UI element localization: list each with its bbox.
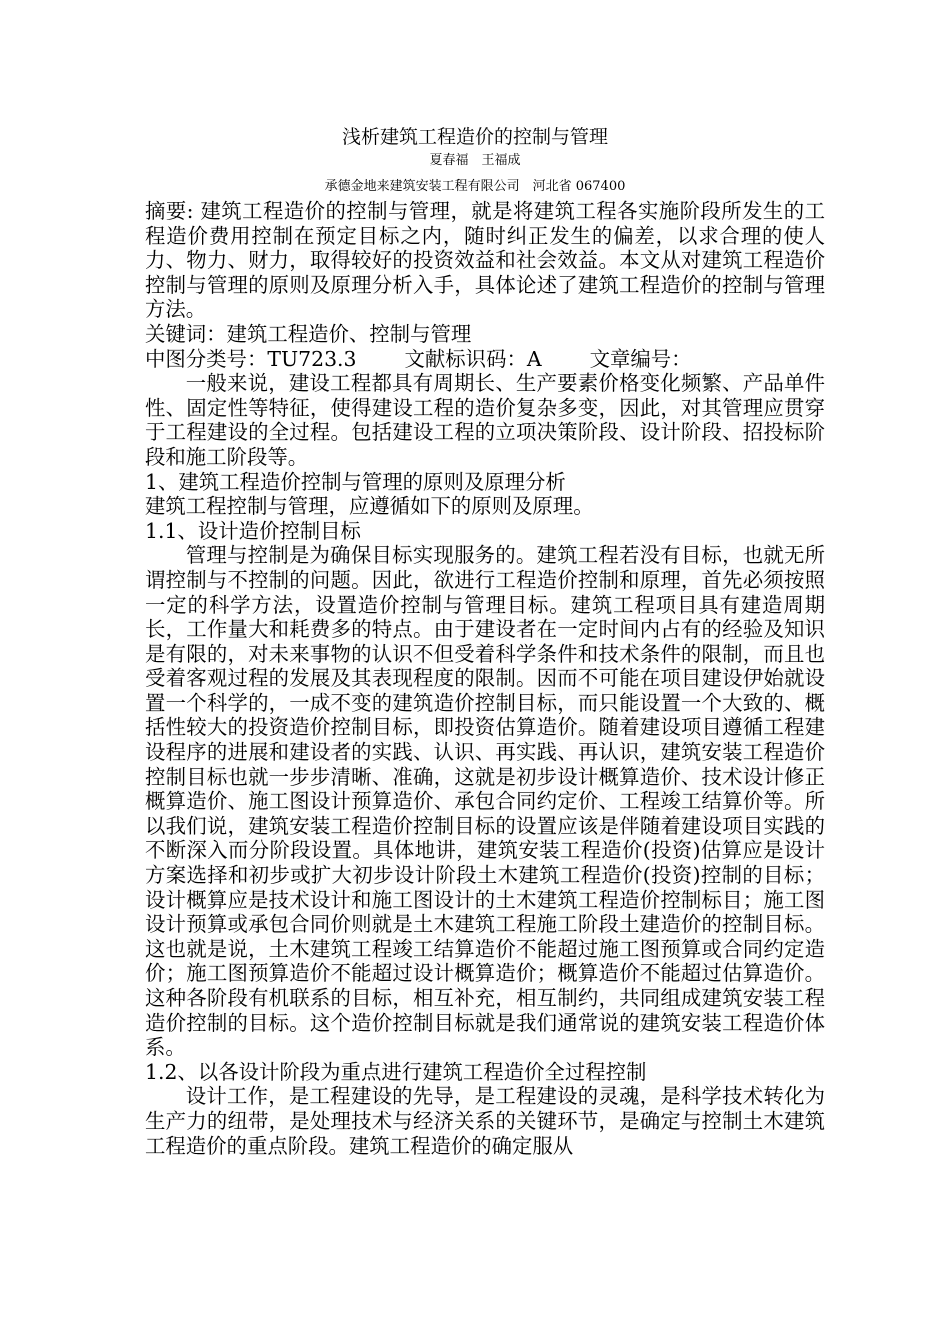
article-body bbox=[145, 199, 825, 1158]
section-1-2-paragraph: 设计工作，是工程建设的先导，是工程建设的灵魂，是科学技术转化为生产力的纽带，是处理技术与经济关系的关键环节，是确定与控制土木建筑工程造价的重点阶段。建筑工程造价的确定服从 bbox=[145, 1084, 825, 1158]
section-1-lead: 建筑工程控制与管理，应遵循如下的原则及原理。 bbox=[145, 494, 594, 519]
article-number: 文章编号： bbox=[589, 346, 692, 371]
paper-title: 浅析建筑工程造价的控制与管理 bbox=[341, 126, 608, 148]
clc-number: 中图分类号：TU723.3 bbox=[145, 346, 357, 371]
section-1-1-paragraph: 管理与控制是为确保目标实现服务的。建筑工程若没有目标，也就无所谓控制与不控制的问题。因此，欲进行工程造价控制和原理，首先必须按照一定的科学方法，设置造价控制与管理目标。建筑工程项目具有建造周期长，工作量大和耗费多的特点。由于建设者在一定时间内占有的经验及知识是有限的，对未来事物的认识不但受着科学条件和技术条件的限制，而且也受着客观过程的发展及其表现程度的限制。因而不可能在项目建设伊始就设置一个科学的，一成不变的建筑造价控制目标，而只能设置一个大致的、概括性较大的投资造价控制目标，即投资估算造价。随着建设项目遵循工程建设程序的进展和建设者的实践、认识、再实践、再认识，建筑安装工程造价控制目标也就一步步清晰、准确，这就是初步设计概算造价、技术设计修正概算造价、施工图设计预算造价、承包合同约定价、工程竣工结算价等。所以我们说，建筑安装工程造价控制目标的设置应该是伴随着建设项目实践的不断深入而分阶段设置。具体地讲，建筑安装工程造价(投资)估算应是设计方案选择和初步或扩大初步设计阶段土木建筑工程造价(投资)控制的目标；设计概算应是技术设计和施工图设计的土木建筑工程造价控制标目；施工图设计预算或承包合同价则就是土木建筑工程施工阶段土建造价的控制目标。这也就是说，土木建筑工程竣工结算造价不能超过施工图预算或合同约定造价；施工图预算造价不能超过设计概算造价；概算造价不能超过估算造价。这种各阶段有机联系的目标，相互补充，相互制约，共同组成建筑安装工程造价控制的目标。这个造价控制目标就是我们通常说的建筑安装工程造价体系。 bbox=[145, 543, 825, 1060]
author-line: 夏春福 王福成 bbox=[429, 153, 521, 168]
section-1-1-heading: 1.1、设计造价控制目标 bbox=[145, 518, 361, 543]
document-code: 文献标识码：A bbox=[404, 346, 542, 371]
intro-paragraph: 一般来说，建设工程都具有周期长、生产要素价格变化频繁、产品单件性、固定性等特征，使得建设工程的造价复杂多变，因此，对其管理应贯穿于工程建设的全过程。包括建设工程的立项决策阶段、设计阶段、招投标阶段和施工阶段等。 bbox=[145, 371, 825, 469]
keywords-line: 关键词：建筑工程造价、控制与管理 bbox=[145, 321, 472, 346]
classification-line bbox=[145, 347, 825, 372]
abstract-paragraph: 摘要: 建筑工程造价的控制与管理，就是将建筑工程各实施阶段所发生的工程造价费用控制在预定目标之内，随时纠正发生的偏差，以求合理的使人力、物力、财力，取得较好的投资效益和社会效益。本文从对建筑工程造价控制与管理的原则及原理分析入手，具体论述了建筑工程造价的控制与管理方法。 bbox=[145, 199, 825, 322]
section-1-2-heading: 1.2、以各设计阶段为重点进行建筑工程造价全过程控制 bbox=[145, 1059, 647, 1084]
affiliation-line: 承德金地来建筑安装工程有限公司 河北省 067400 bbox=[324, 179, 626, 194]
section-1-heading: 1、建筑工程造价控制与管理的原则及原理分析 bbox=[145, 469, 566, 494]
